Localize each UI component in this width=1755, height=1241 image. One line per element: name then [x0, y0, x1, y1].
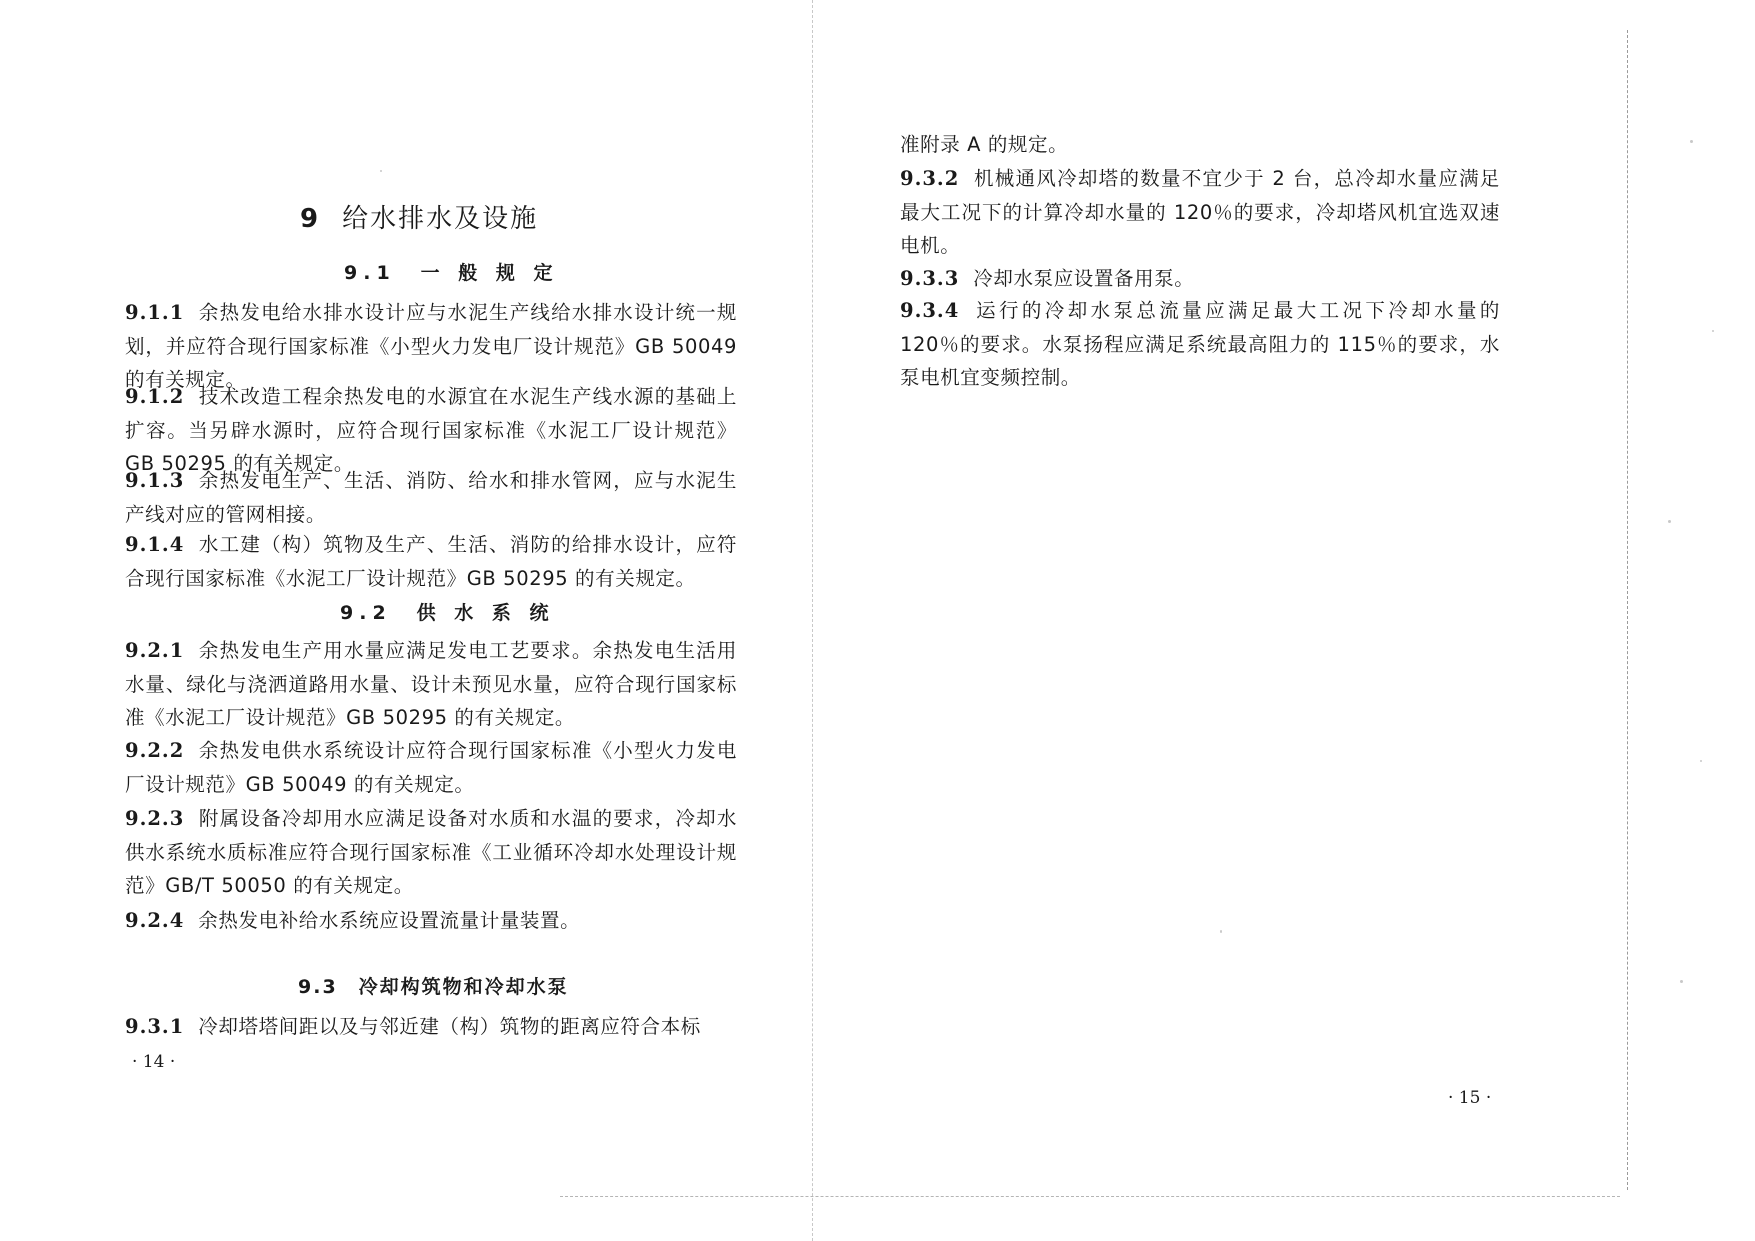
clause-text: 余热发电补给水系统应设置流量计量装置。 — [198, 909, 581, 932]
clause-number: 9.2.1 — [125, 639, 185, 662]
clause-number: 9.3.2 — [900, 167, 960, 190]
clause-text: 运行的冷却水泵总流量应满足最大工况下冷却水量的 120％的要求。水泵扬程应满足系统最高阻力的 115％的要求，水泵电机宜变频控制。 — [900, 299, 1500, 389]
scan-artefact-line — [560, 1196, 1620, 1197]
right-page — [820, 0, 1755, 1241]
clause-text: 余热发电生产、生活、消防、给水和排水管网，应与水泥生产线对应的管网相接。 — [125, 469, 737, 526]
clause-text: 余热发电生产用水量应满足发电工艺要求。余热发电生活用水量、绿化与浇洒道路用水量、设计未预见水量，应符合现行国家标准《水泥工厂设计规范》GB 50295 的有关规定。 — [125, 639, 737, 729]
clause-text: 水工建（构）筑物及生产、生活、消防的给排水设计，应符合现行国家标准《水泥工厂设计规范》GB 50295 的有关规定。 — [125, 533, 737, 590]
clause-number: 9.2.4 — [125, 909, 185, 932]
clause-text: 余热发电供水系统设计应符合现行国家标准《小型火力发电厂设计规范》GB 50049 的有关规定。 — [125, 739, 737, 796]
section-heading-9-2: 9.2 供 水 系 统 — [340, 602, 555, 624]
clause-text: 机械通风冷却塔的数量不宜少于 2 台，总冷却水量应满足最大工况下的计算冷却水量的 120％的要求，冷却塔风机宜选双速电机。 — [900, 167, 1500, 257]
page-edge-line — [1627, 30, 1628, 1190]
clause-9-3-2 — [900, 162, 1500, 263]
clause-9-1-3 — [125, 464, 737, 531]
scan-speck — [1712, 330, 1714, 332]
clause-9-2-4 — [125, 904, 737, 938]
clause-number: 9.1.1 — [125, 301, 185, 324]
clause-text: 冷却水泵应设置备用泵。 — [973, 267, 1195, 290]
scan-speck — [1690, 140, 1693, 143]
center-fold-line — [812, 0, 813, 1241]
scan-speck — [1220, 930, 1222, 933]
clause-number: 9.1.2 — [125, 385, 185, 408]
clause-number: 9.2.3 — [125, 807, 185, 830]
clause-text: 技术改造工程余热发电的水源宜在水泥生产线水源的基础上扩容。当另辟水源时，应符合现行国家标准《水泥工厂设计规范》GB 50295 的有关规定。 — [125, 385, 737, 475]
scan-speck — [1700, 760, 1702, 762]
clause-9-3-1 — [125, 1010, 737, 1044]
clause-9-1-4 — [125, 528, 737, 595]
chapter-number: 9 — [300, 204, 321, 234]
clause-number: 9.1.4 — [125, 533, 185, 556]
left-page — [0, 0, 820, 1241]
scan-speck — [1668, 520, 1671, 523]
clause-number: 9.2.2 — [125, 739, 185, 762]
scan-speck — [1680, 980, 1683, 983]
clause-continuation: 准附录 A 的规定。 — [900, 133, 1069, 156]
clause-number: 9.3.1 — [125, 1015, 185, 1038]
clause-number: 9.3.3 — [900, 267, 960, 290]
chapter-title — [300, 198, 538, 235]
clause-9-2-3 — [125, 802, 737, 903]
clause-9-3-3 — [900, 262, 1500, 296]
scan-speck — [380, 170, 382, 172]
page-number-left: · 14 · — [132, 1052, 176, 1072]
clause-number: 9.3.4 — [900, 299, 960, 322]
section-heading-9-1: 9.1 一 般 规 定 — [344, 262, 559, 284]
clause-text: 附属设备冷却用水应满足设备对水质和水温的要求，冷却水供水系统水质标准应符合现行国家标准《工业循环冷却水处理设计规范》GB/T 50050 的有关规定。 — [125, 807, 737, 897]
chapter-title-text: 给水排水及设施 — [342, 204, 539, 234]
clause-9-2-2 — [125, 734, 737, 801]
clause-text: 冷却塔塔间距以及与邻近建（构）筑物的距离应符合本标 — [198, 1015, 701, 1038]
page-number-right: · 15 · — [1448, 1088, 1492, 1108]
clause-number: 9.1.3 — [125, 469, 185, 492]
clause-9-3-4 — [900, 294, 1500, 395]
clause-9-2-1 — [125, 634, 737, 735]
clause-text: 余热发电给水排水设计应与水泥生产线给水排水设计统一规划，并应符合现行国家标准《小型火力发电厂设计规范》GB 50049 的有关规定。 — [125, 301, 737, 391]
section-heading-9-3: 9.3 冷却构筑物和冷却水泵 — [298, 976, 569, 998]
